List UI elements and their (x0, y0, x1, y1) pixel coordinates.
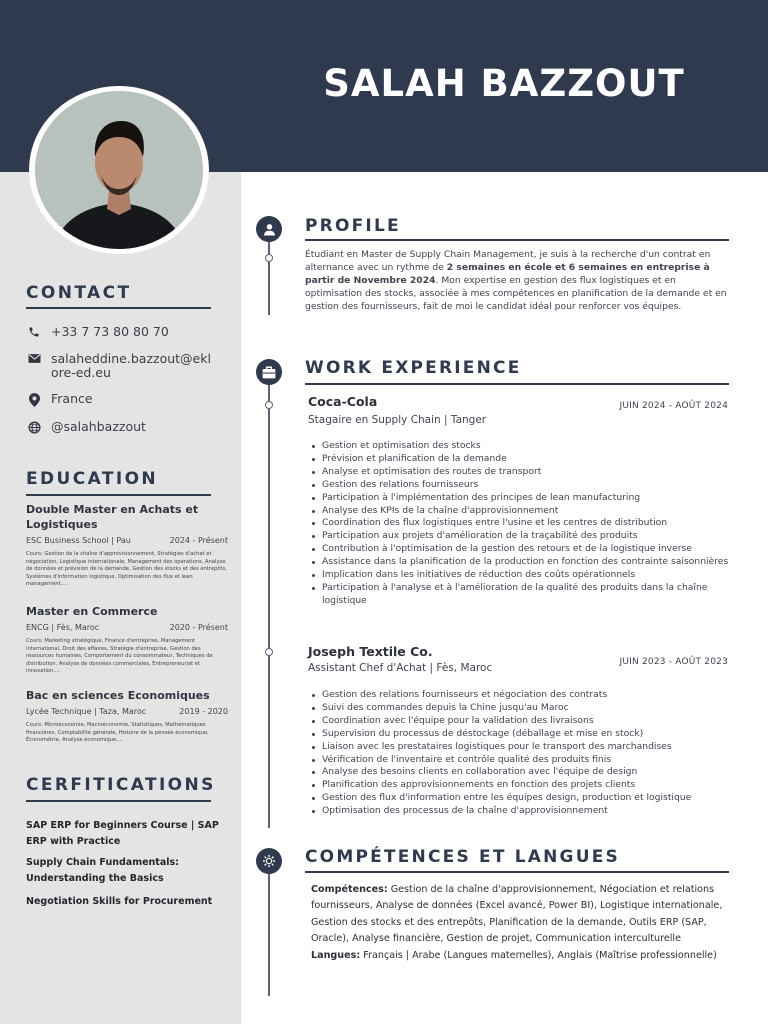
education-item (26, 502, 228, 589)
course-list: Cours: Gestion de la chaîne d'approvisionnement, Stratégies d'achat et négociation, Logistique internationale, Management des opérations, Analyse de données et prévision de la demande, Gestion des stocks et des entrepôts, Systèmes d'information logistique, Optimisation des flux et lean management,... (26, 551, 227, 587)
skills-title: COMPÉTENCES ET LANGUES (305, 847, 620, 867)
degree-dates: 2024 - Présent (169, 536, 228, 545)
profile-text-part: . Mon expertise en gestion des flux logistiques et en optimisation des stocks, associée à mes compétences en planification de la demande et en gestion des fournisseurs, fait de moi le candidat idéal pour renforcer vos équipes. (305, 275, 727, 312)
job-bullet: Liaison avec les prestataires logistiques pour le transport des marchandises (322, 741, 732, 754)
job-bullet: Prévision et planification de la demande (322, 453, 732, 466)
briefcase-icon (256, 359, 282, 385)
job-bullet: Gestion des relations fournisseurs et négociation des contrats (322, 689, 732, 702)
degree-dates: 2019 - 2020 (179, 707, 228, 716)
profile-text-part: Étudiant en Master de Supply Chain Management, je suis à la recherche d'un contrat en alternance avec un rythme de (305, 249, 711, 273)
profile-title: PROFILE (305, 216, 401, 236)
job-bullet: Gestion des flux d'information entre les équipes design, production et logistique (322, 792, 732, 805)
course-list: Cours: Marketing stratégique, Finance d'entreprise, Management international, Droit des affaires, Stratégie d'entreprise, Gestion des ressources humaines, Comportement du consommateur, Techniques de distribution, Analyse de données commerciales, Entrepreneuriat et innovation,... (26, 638, 213, 674)
mail-icon (26, 352, 42, 364)
job-bullet: Assistance dans la planification de la production en fonction des contrainte saisonnières (322, 556, 732, 569)
job-bullet: Optimisation des processus de la chaîne d'approvisionnement (322, 805, 732, 818)
job-bullet: Vérification de l'inventaire et contrôle qualité des produits finis (322, 754, 732, 767)
job-bullet: Supervision du processus de déstockage (déballage et mise en stock) (322, 728, 732, 741)
education-item (26, 688, 228, 745)
skills-body (311, 882, 731, 964)
job-role: Assistant Chef d'Achat | Fès, Maroc (308, 662, 493, 674)
certifications-rule (26, 800, 211, 802)
company-name: Joseph Textile Co. (308, 644, 433, 659)
langues-text: Français | Arabe (Langues maternelles), Anglais (Maîtrise professionnelle) (360, 949, 717, 961)
skills-rule (305, 871, 729, 873)
contact-email[interactable] (26, 352, 216, 380)
location-text: France (51, 391, 93, 406)
job-bullet-list (322, 440, 732, 608)
degree-title: Bac en sciences Economiques (26, 689, 210, 702)
degree-dates: 2020 - Présent (169, 623, 228, 632)
contact-handle[interactable] (26, 420, 216, 434)
handle-text: @salahbazzout (51, 419, 146, 434)
langues-label: Langues: (311, 949, 361, 961)
job-dates: JUIN 2024 - AOÛT 2024 (619, 401, 728, 411)
job-bullet: Planification des approvisionnements en fonction des projets clients (322, 779, 732, 792)
certification-item: Supply Chain Fundamentals: Understanding the Basics (26, 857, 179, 884)
contact-title: CONTACT (26, 283, 132, 303)
school-name: ESC Business School | Pau (26, 536, 131, 545)
profile-rule (305, 239, 729, 241)
email-text: salaheddine.bazzout@eklore-ed.eu (51, 351, 211, 380)
timeline-line (268, 240, 270, 315)
timeline-dot (265, 648, 273, 656)
profile-photo (35, 91, 203, 249)
profile-text-highlight: 2 semaines en école et 6 semaines en entreprise à partir de Novembre 2024 (305, 262, 710, 286)
education-title: EDUCATION (26, 469, 159, 489)
job-role: Stagaire en Supply Chain | Tanger (308, 414, 487, 426)
education-item (26, 604, 228, 676)
job-bullet: Coordination avec l'équipe pour la validation des livraisons (322, 715, 732, 728)
job-bullet: Implication dans les initiatives de réduction des coûts opérationnels (322, 569, 732, 582)
experience-title: WORK EXPERIENCE (305, 358, 522, 378)
job-bullet: Analyse et optimisation des routes de transport (322, 466, 732, 479)
phone-text: +33 7 73 80 80 70 (51, 324, 169, 339)
candidate-name: SALAH BAZZOUT (323, 62, 685, 105)
skills-icon (256, 848, 282, 874)
certifications-title: CERFITICATIONS (26, 775, 216, 795)
timeline-line (268, 872, 270, 996)
job-bullet: Participation à l'implémentation des principes de lean manufacturing (322, 492, 732, 505)
profile-summary (305, 248, 731, 313)
school-name: ENCG | Fès, Maroc (26, 623, 100, 632)
job-bullet: Analyse des besoins clients en collaboration avec l'équipe de design (322, 766, 732, 779)
job-bullet: Gestion et optimisation des stocks (322, 440, 732, 453)
location-pin-icon (26, 392, 42, 407)
course-list: Cours: Microéconomie, Macroéconomie, Statistiques, Mathématiques financières, Comptabilité générale, Histoire de la pensée économique, Économétrie, Analyse économique,... (26, 722, 209, 743)
job-bullet: Gestion des relations fournisseurs (322, 479, 732, 492)
degree-title: Double Master en Achats et Logistiques (26, 503, 199, 531)
job-bullet: Coordination des flux logistiques entre l'usine et les centres de distribution (322, 517, 732, 530)
competences-label: Compétences: (311, 884, 388, 895)
job-bullet: Analyse des KPIs de la chaîne d'approvisionnement (322, 505, 732, 518)
job-bullet: Contribution à l'optimisation de la gestion des retours et de la logistique inverse (322, 543, 732, 556)
job-bullet: Suivi des commandes depuis la Chine jusqu'au Maroc (322, 702, 732, 715)
degree-title: Master en Commerce (26, 605, 158, 618)
certification-item: Negotiation Skills for Procurement (26, 896, 213, 907)
contact-rule (26, 307, 211, 309)
contact-location (26, 392, 216, 407)
timeline-line (268, 383, 270, 828)
competences-text: Gestion de la chaîne d'approvisionnement, Négociation et relations fournisseurs, Analyse de données (Excel avancé, Power BI), Logistique internationale, Gestion des stocks et des entrepôts, Planification de la demande, Outils ERP (SAP, Oracle), Analyse financière, Gestion de projet, Communication interculturelle (311, 884, 723, 945)
company-name: Coca-Cola (308, 394, 378, 409)
timeline-dot (265, 254, 273, 262)
experience-rule (305, 383, 729, 385)
education-rule (26, 494, 211, 496)
school-name: Lycée Technique | Taza, Maroc (26, 707, 147, 716)
job-dates: JUIN 2023 - AOÛT 2023 (619, 657, 728, 667)
job-bullet: Participation à l'analyse et à l'amélioration de la qualité des produits dans la chaîne logistique (322, 582, 732, 608)
job-bullet: Participation aux projets d'amélioration de la traçabilité des produits (322, 530, 732, 543)
competences-paragraph (311, 882, 731, 948)
langues-paragraph (311, 948, 731, 964)
timeline-dot (265, 401, 273, 409)
phone-icon (26, 325, 42, 338)
user-icon (256, 216, 282, 242)
job-bullet-list (322, 689, 732, 818)
contact-phone[interactable] (26, 325, 216, 339)
globe-icon (26, 420, 42, 434)
certification-item: SAP ERP for Beginners Course | SAP ERP with Practice (26, 820, 219, 847)
